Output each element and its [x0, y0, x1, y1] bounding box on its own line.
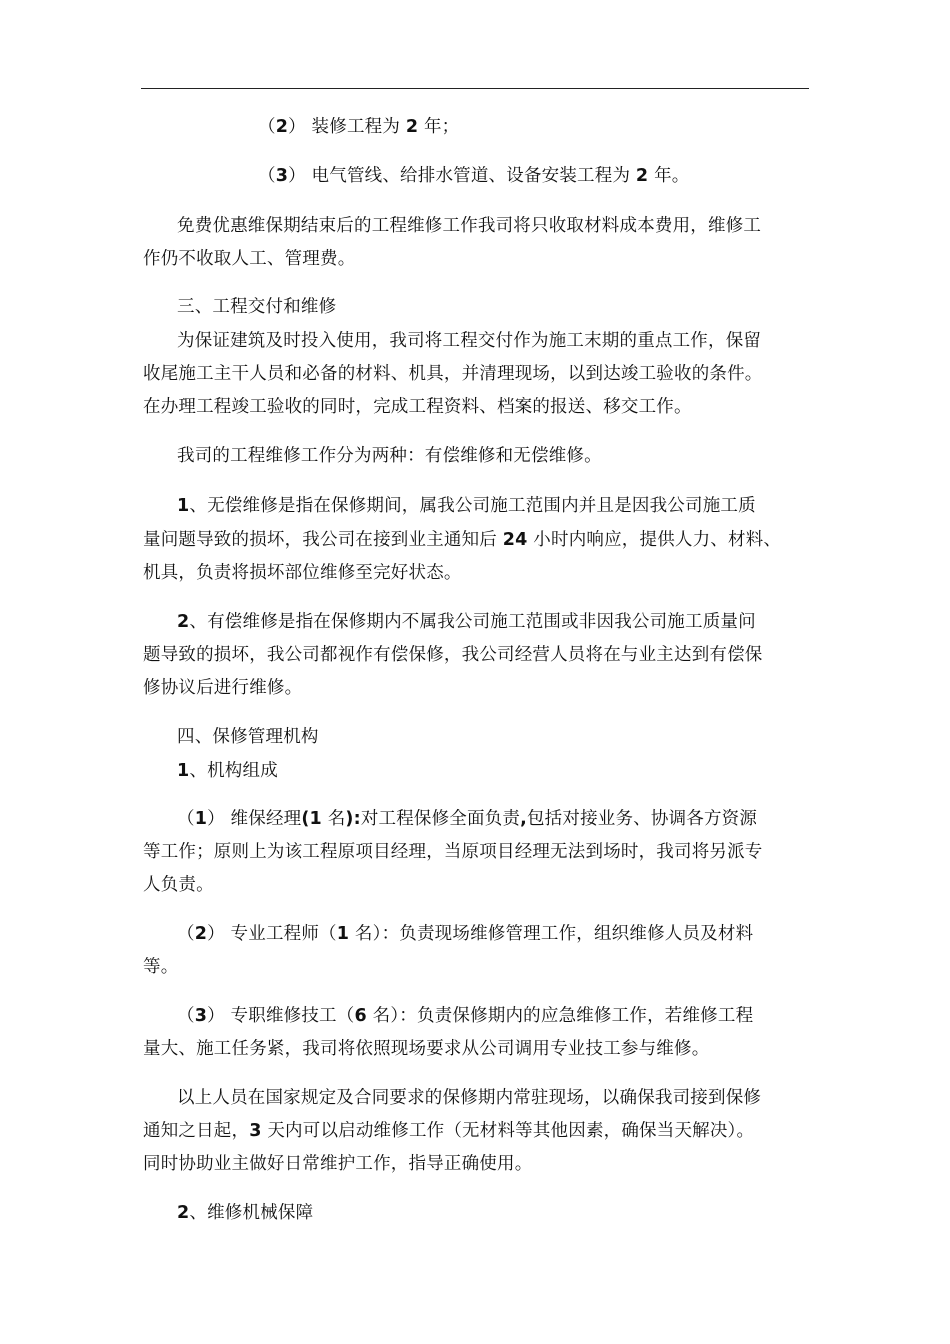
- text-segment: 四、保修管理机构: [177, 727, 319, 747]
- text-line: [0, 1202, 950, 1224]
- text-segment: ） 专职维修技工（: [207, 1006, 355, 1026]
- text-segment: 机具，负责将损坏部位维修至完好状态。: [143, 563, 462, 583]
- text-segment: 天内可以启动维修工作（无材料等其他因素，确保当天解决）。: [261, 1121, 755, 1141]
- text-segment: 修协议后进行维修。: [143, 678, 303, 698]
- text-segment: 、无偿维修是指在保修期间，属我公司施工范围内并且是因我公司施工质: [189, 496, 756, 516]
- text-segment: 年。: [648, 166, 690, 186]
- text-segment: （: [258, 117, 276, 137]
- text-line: [0, 1120, 950, 1142]
- text-segment: （: [177, 924, 195, 944]
- text-line: [0, 874, 950, 896]
- text-line: [0, 330, 950, 352]
- text-segment: （: [177, 1006, 195, 1026]
- text-line: [0, 215, 950, 237]
- text-segment: 免费优惠维保期结束后的工程维修工作我司将只收取材料成本费用，维修工: [177, 216, 762, 236]
- text-segment: 名: [321, 809, 346, 829]
- text-segment: （: [177, 809, 195, 829]
- text-segment: 通知之日起，: [143, 1121, 250, 1141]
- text-segment: ） 专业工程师（: [207, 924, 337, 944]
- text-line: [0, 677, 950, 699]
- text-line: [0, 1087, 950, 1109]
- text-line: [0, 296, 950, 318]
- text-segment: 同时协助业主做好日常维护工作，指导正确使用。: [143, 1154, 533, 1174]
- bold-text-segment: 2: [405, 117, 419, 137]
- text-segment: 包括对接业务、协调各方资源: [526, 809, 758, 829]
- text-segment: ） 装修工程为: [288, 117, 406, 137]
- text-line: [0, 841, 950, 863]
- text-segment: 年；: [418, 117, 460, 137]
- text-line: [0, 562, 950, 584]
- text-line: [0, 611, 950, 633]
- text-line: [0, 116, 950, 138]
- bold-text-segment: 24: [502, 530, 528, 550]
- text-segment: 对工程保修全面负责: [360, 809, 521, 829]
- bold-text-segment: 3: [249, 1121, 262, 1141]
- bold-text-segment: 2: [275, 117, 289, 137]
- text-segment: 三、工程交付和维修: [177, 297, 337, 317]
- text-line: [0, 445, 950, 467]
- bold-text-segment: 1: [194, 809, 208, 829]
- text-segment: 名）：负责保修期内的应急维修工作，若维修工程: [366, 1006, 754, 1026]
- text-line: [0, 165, 950, 187]
- text-segment: 量问题导致的损坏，我公司在接到业主通知后: [143, 530, 503, 550]
- text-segment: 收尾施工主干人员和必备的材料、机具，并清理现场，以到达竣工验收的条件。: [143, 364, 763, 384]
- text-segment: 以上人员在国家规定及合同要求的保修期内常驻现场，以确保我司接到保修: [177, 1088, 762, 1108]
- bold-text-segment: 6: [354, 1006, 367, 1026]
- bold-text-segment: 2: [177, 612, 190, 632]
- bold-text-segment: (1: [301, 809, 322, 829]
- bold-text-segment: 3: [194, 1006, 208, 1026]
- bold-text-segment: 2: [635, 166, 649, 186]
- text-segment: 量大、施工任务紧，我司将依照现场要求从公司调用专业技工参与维修。: [143, 1039, 710, 1059]
- text-line: [0, 495, 950, 517]
- bold-text-segment: 2: [194, 924, 208, 944]
- text-line: [0, 363, 950, 385]
- text-line: [0, 529, 950, 551]
- bold-text-segment: ):: [345, 809, 361, 829]
- text-segment: 、机构组成: [189, 761, 278, 781]
- text-line: [0, 644, 950, 666]
- bold-text-segment: ,: [520, 809, 527, 829]
- bold-text-segment: 1: [177, 496, 190, 516]
- text-segment: 我司的工程维修工作分为两种：有偿维修和无偿维修。: [177, 446, 602, 466]
- text-line: [0, 808, 950, 830]
- text-line: [0, 726, 950, 748]
- text-segment: 人负责。: [143, 875, 214, 895]
- bold-text-segment: 1: [336, 924, 350, 944]
- text-segment: ） 维保经理: [207, 809, 302, 829]
- text-line: [0, 396, 950, 418]
- text-line: [0, 1153, 950, 1175]
- text-segment: 等。: [143, 957, 179, 977]
- text-segment: ） 电气管线、给排水管道、设备安装工程为: [288, 166, 636, 186]
- text-segment: 题导致的损坏，我公司都视作有偿保修，我公司经营人员将在与业主达到有偿保: [143, 645, 763, 665]
- text-line: [0, 1005, 950, 1027]
- text-line: [0, 248, 950, 270]
- bold-text-segment: 2: [177, 1203, 190, 1223]
- text-segment: 小时内响应，提供人力、材料、: [527, 530, 782, 550]
- text-segment: 在办理工程竣工验收的同时，完成工程资料、档案的报送、移交工作。: [143, 397, 692, 417]
- text-segment: 、维修机械保障: [189, 1203, 314, 1223]
- bold-text-segment: 3: [275, 166, 289, 186]
- text-segment: 等工作；原则上为该工程原项目经理，当原项目经理无法到场时，我司将另派专: [143, 842, 763, 862]
- text-line: [0, 923, 950, 945]
- text-segment: 名）：负责现场维修管理工作，组织维修人员及材料: [349, 924, 754, 944]
- bold-text-segment: 1: [177, 761, 190, 781]
- text-line: [0, 1038, 950, 1060]
- text-segment: 、有偿维修是指在保修期内不属我公司施工范围或非因我公司施工质量问: [189, 612, 756, 632]
- text-segment: （: [258, 166, 276, 186]
- text-segment: 作仍不收取人工、管理费。: [143, 249, 356, 269]
- text-segment: 为保证建筑及时投入使用，我司将工程交付作为施工末期的重点工作，保留: [177, 331, 762, 351]
- header-rule: [141, 88, 809, 89]
- text-line: [0, 760, 950, 782]
- text-line: [0, 956, 950, 978]
